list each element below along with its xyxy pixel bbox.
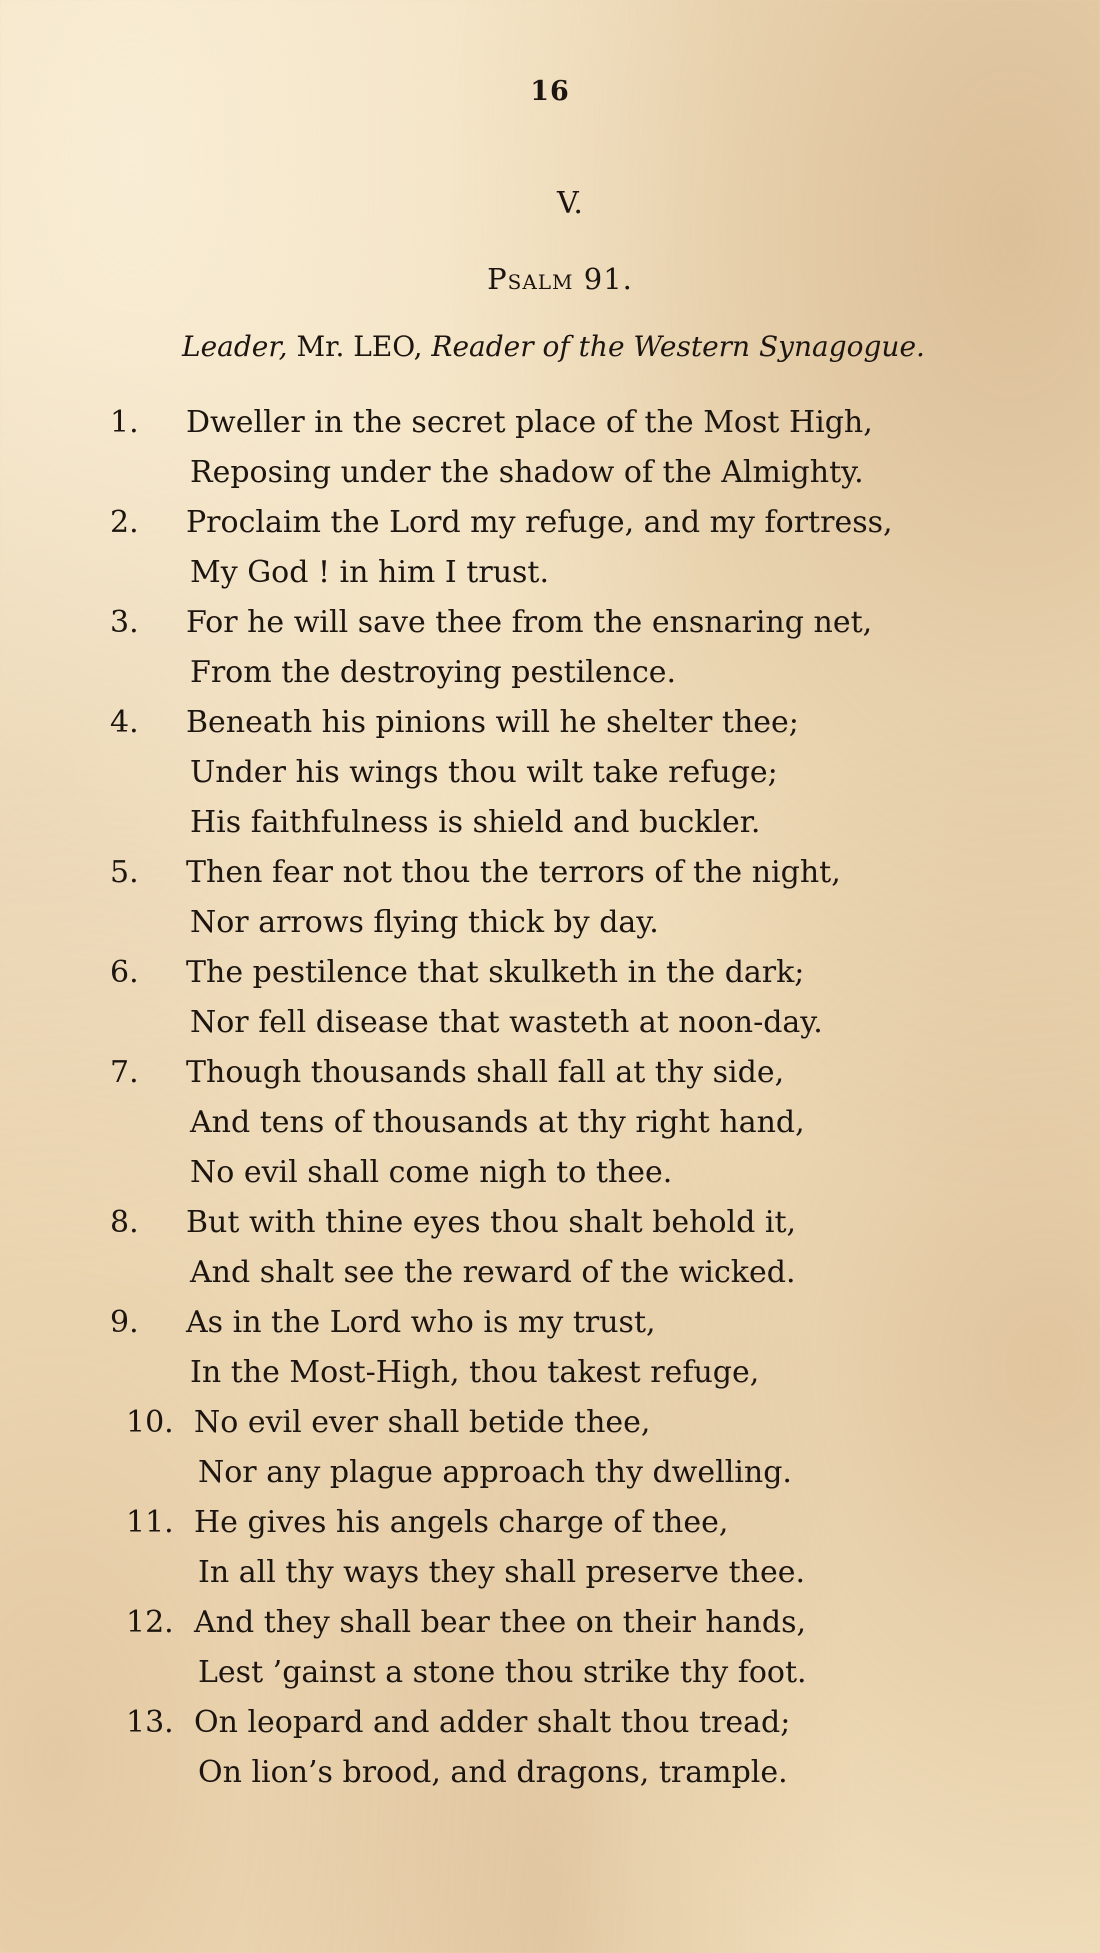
verse-line [0, 598, 1100, 648]
verse-line [0, 1648, 1100, 1698]
verse-line [0, 898, 1100, 948]
verse-number: 1. [110, 405, 139, 440]
verse-number: 5. [110, 855, 139, 890]
verse-text: Nor fell disease that wasteth at noon-day. [190, 1005, 823, 1040]
verse-number: 9. [110, 1305, 139, 1340]
verse-line [0, 498, 1100, 548]
verse-line [0, 848, 1100, 898]
verse-text: Proclaim the Lord my refuge, and my fortress, [186, 505, 893, 540]
leader-role: Leader, [182, 330, 288, 363]
verse-line [0, 1698, 1100, 1748]
verse-text: Nor arrows flying thick by day. [190, 905, 659, 940]
verse-line [0, 1048, 1100, 1098]
verse-line [0, 948, 1100, 998]
verse-line [0, 1398, 1100, 1448]
verse-line [0, 1148, 1100, 1198]
verse-line [0, 798, 1100, 848]
verse-line [0, 1198, 1100, 1248]
verse-text: Beneath his pinions will he shelter thee; [186, 705, 799, 740]
verse-line [0, 1598, 1100, 1648]
verse-number: 4. [110, 705, 139, 740]
verse-line [0, 1098, 1100, 1148]
verse-line [0, 398, 1100, 448]
verse-number: 11. [126, 1505, 174, 1540]
verse-text: In all thy ways they shall preserve thee. [198, 1555, 806, 1590]
verse-line [0, 1248, 1100, 1298]
verse-number: 6. [110, 955, 139, 990]
verse-line [0, 1498, 1100, 1548]
verse-line [0, 648, 1100, 698]
page-number: 16 [530, 76, 570, 107]
verse-text: Though thousands shall fall at thy side, [186, 1055, 785, 1090]
verse-number: 7. [110, 1055, 139, 1090]
verse-line [0, 998, 1100, 1048]
verse-text: And shalt see the reward of the wicked. [190, 1255, 796, 1290]
verse-line [0, 698, 1100, 748]
verse-text: On leopard and adder shalt thou tread; [194, 1705, 791, 1740]
verse-text: From the destroying pestilence. [190, 655, 677, 690]
leader-title: Reader of the Western Synagogue. [431, 330, 925, 363]
verse-text: For he will save thee from the ensnaring net, [186, 605, 873, 640]
verse-number: 13. [126, 1705, 174, 1740]
section-numeral: V. [557, 186, 583, 221]
verse-number: 2. [110, 505, 139, 540]
verse-text: In the Most-High, thou takest refuge, [190, 1355, 760, 1390]
verse-text: Nor any plague approach thy dwelling. [198, 1455, 792, 1490]
verse-text: Dweller in the secret place of the Most High, [186, 405, 873, 440]
verse-text: Lest ’gainst a stone thou strike thy foot. [198, 1655, 807, 1690]
verse-text: As in the Lord who is my trust, [186, 1305, 656, 1340]
verse-text: Then fear not thou the terrors of the night, [186, 855, 841, 890]
verse-line [0, 1748, 1100, 1798]
verse-number: 3. [110, 605, 139, 640]
verse-number: 12. [126, 1605, 174, 1640]
verse-text: My God ! in him I trust. [190, 555, 550, 590]
verse-line [0, 748, 1100, 798]
verse-line [0, 548, 1100, 598]
verse-text: No evil shall come nigh to thee. [190, 1155, 673, 1190]
leader-name: Mr. LEO, [296, 330, 423, 363]
verse-text: He gives his angels charge of thee, [194, 1505, 729, 1540]
verse-text: His faithfulness is shield and buckler. [190, 805, 761, 840]
verse-list [0, 398, 1100, 1798]
verse-text: But with thine eyes thou shalt behold it, [186, 1205, 797, 1240]
verse-text: Under his wings thou wilt take refuge; [190, 755, 778, 790]
verse-line [0, 1348, 1100, 1398]
verse-text: Reposing under the shadow of the Almighty. [190, 455, 864, 490]
verse-number: 8. [110, 1205, 139, 1240]
psalm-title: Psalm 91. [487, 262, 633, 296]
verse-text: And they shall bear thee on their hands, [194, 1605, 806, 1640]
verse-line [0, 1448, 1100, 1498]
verse-line [0, 448, 1100, 498]
leader-line [182, 330, 1042, 363]
verse-line [0, 1298, 1100, 1348]
verse-text: No evil ever shall betide thee, [194, 1405, 651, 1440]
verse-text: On lion’s brood, and dragons, trample. [198, 1755, 788, 1790]
verse-text: And tens of thousands at thy right hand, [190, 1105, 805, 1140]
verse-text: The pestilence that skulketh in the dark; [186, 955, 805, 990]
verse-line [0, 1548, 1100, 1598]
verse-number: 10. [126, 1405, 174, 1440]
